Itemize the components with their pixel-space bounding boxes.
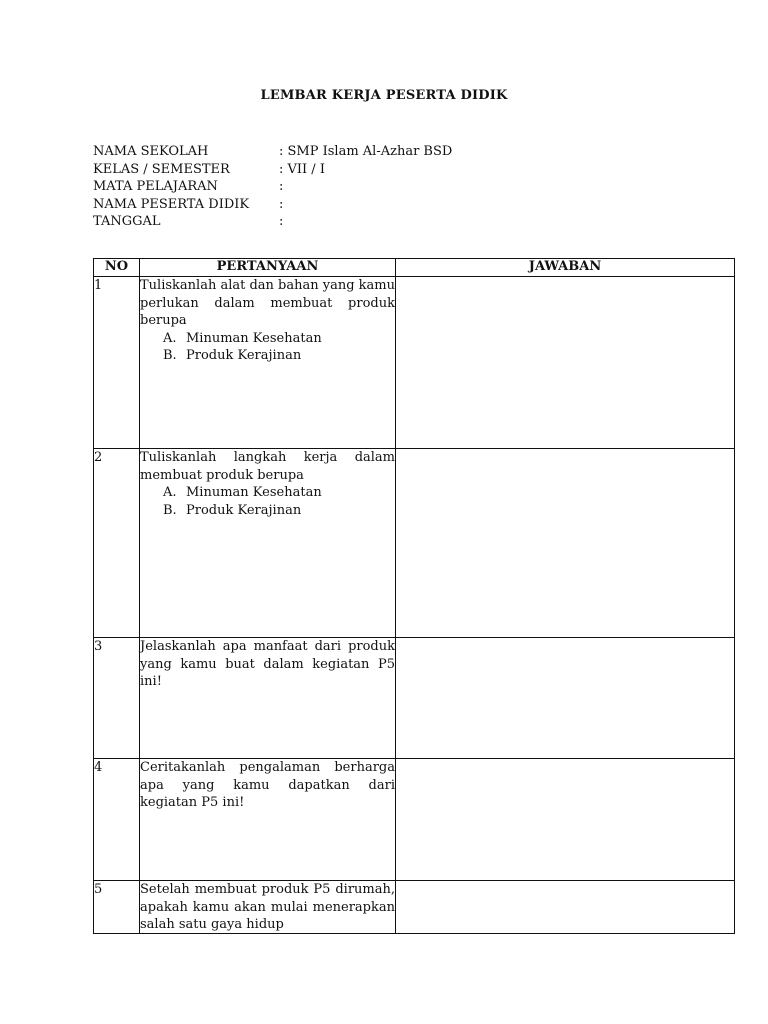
question-text: Tuliskanlah langkah kerja dalam membuat produk berupa xyxy=(140,450,395,483)
answer-cell[interactable] xyxy=(396,638,735,759)
info-label: MATA PELAJARAN xyxy=(93,179,218,194)
table-row xyxy=(94,277,735,449)
row-number: 4 xyxy=(94,759,140,881)
info-value: : xyxy=(279,214,284,229)
info-row-school xyxy=(93,143,452,161)
info-row-date xyxy=(93,213,452,231)
table-header-row xyxy=(94,259,735,277)
answer-cell[interactable] xyxy=(396,759,735,881)
option-letter: A. xyxy=(163,485,177,500)
row-number: 3 xyxy=(94,638,140,759)
option-item xyxy=(140,484,395,502)
table-row xyxy=(94,881,735,934)
info-label: TANGGAL xyxy=(93,214,161,229)
header-question: PERTANYAAN xyxy=(140,259,396,277)
option-item xyxy=(140,330,395,348)
info-row-student-name xyxy=(93,196,452,214)
info-value: : SMP Islam Al-Azhar BSD xyxy=(279,144,453,159)
info-row-class xyxy=(93,161,452,179)
answer-cell[interactable] xyxy=(396,277,735,449)
row-number: 2 xyxy=(94,449,140,638)
document-title: LEMBAR KERJA PESERTA DIDIK xyxy=(260,88,508,103)
info-label: KELAS / SEMESTER xyxy=(93,161,230,177)
header-no: NO xyxy=(94,259,140,277)
question-text: Setelah membuat produk P5 dirumah, apakah kamu akan mulai menerapkan salah satu gaya hidup xyxy=(140,882,395,932)
table-row xyxy=(94,638,735,759)
info-label: NAMA PESERTA DIDIK xyxy=(93,196,250,212)
question-cell xyxy=(140,881,396,934)
question-text: Ceritakanlah pengalaman berharga apa yang kamu dapatkan dari kegiatan P5 ini! xyxy=(140,760,395,810)
answer-cell[interactable] xyxy=(396,449,735,638)
option-letter: A. xyxy=(163,330,177,346)
header-answer: JAWABAN xyxy=(396,259,735,277)
info-label: NAMA SEKOLAH xyxy=(93,144,209,159)
question-text: Tuliskanlah alat dan bahan yang kamu perlukan dalam membuat produk berupa xyxy=(140,278,395,328)
info-value: : VII / I xyxy=(279,161,325,177)
table-row xyxy=(94,449,735,638)
option-item xyxy=(140,502,395,520)
question-cell xyxy=(140,277,396,449)
info-value: : xyxy=(279,196,284,212)
option-text: Minuman Kesehatan xyxy=(186,330,322,346)
option-item xyxy=(140,347,395,365)
student-info-block xyxy=(93,143,452,231)
worksheet-table xyxy=(93,258,735,934)
info-value: : xyxy=(279,179,284,194)
option-text: Produk Kerajinan xyxy=(186,348,302,363)
row-number: 1 xyxy=(94,277,140,449)
question-text: Jelaskanlah apa manfaat dari produk yang kamu buat dalam kegiatan P5 ini! xyxy=(140,639,395,689)
option-letter: B. xyxy=(163,502,177,518)
question-cell xyxy=(140,449,396,638)
answer-cell[interactable] xyxy=(396,881,735,934)
option-letter: B. xyxy=(163,348,177,363)
row-number: 5 xyxy=(94,881,140,934)
question-cell xyxy=(140,638,396,759)
table-row xyxy=(94,759,735,881)
option-text: Produk Kerajinan xyxy=(186,502,302,518)
option-text: Minuman Kesehatan xyxy=(186,485,322,500)
info-row-subject xyxy=(93,178,452,196)
question-cell xyxy=(140,759,396,881)
